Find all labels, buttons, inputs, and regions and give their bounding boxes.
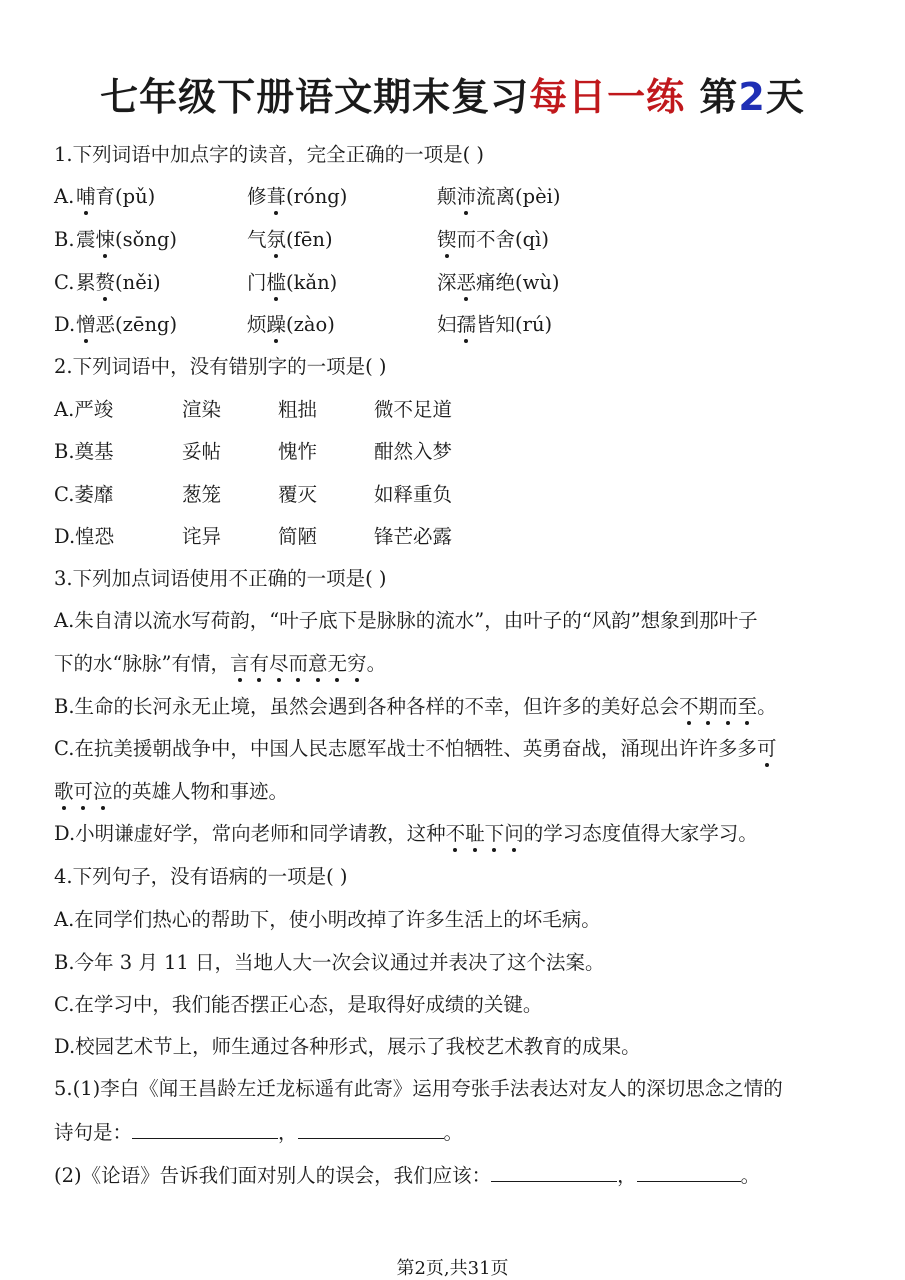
q1-b-word1-head: 震 [76, 228, 96, 251]
q1-d-word3-head: 妇 [437, 313, 457, 336]
answer-blank-2[interactable] [298, 1120, 444, 1139]
q1-d-word3-rest: 皆知(rú) [476, 313, 553, 336]
comma: ， [278, 1121, 298, 1144]
q1-c-word2-head: 门 [247, 271, 267, 294]
dotted-char: 躁 [266, 313, 287, 336]
q1-c-word3 [437, 271, 560, 295]
q1-c-word2-rest: (kǎn) [286, 271, 338, 294]
q3-b-dotted-phrase [679, 695, 757, 718]
q3-option-b [54, 695, 777, 719]
q3-a-dotted-phrase [230, 652, 367, 675]
title-day-suffix: 天 [765, 75, 805, 119]
dotted-char: 穷 [347, 652, 367, 675]
period: 。 [740, 1164, 761, 1187]
q1-c-word1-head: 累 [76, 271, 96, 294]
q3-c-dotted-phrase-end [54, 780, 113, 803]
q1-option-b [54, 228, 854, 254]
dotted-char: 槛 [266, 271, 287, 294]
q1-option-d [54, 313, 854, 339]
q2-stem: 2.下列词语中，没有错别字的一项是( ) [54, 355, 387, 378]
dotted-char: 问 [504, 822, 524, 845]
q1-a-label: A. [54, 185, 75, 208]
q1-d-word3 [437, 313, 552, 337]
dotted-char: 而 [718, 695, 738, 718]
q4-option-d: D.校园艺术节上，师生通过各种形式，展示了我校艺术教育的成果。 [54, 1035, 641, 1058]
title-highlight: 每日一练 [529, 75, 686, 119]
period: 。 [443, 1121, 464, 1144]
page-title [0, 66, 905, 121]
q1-b-word1-rest: (sǒng) [115, 228, 178, 251]
q2-c-word1: C.萎靡 [54, 483, 114, 506]
q2-a-word3: 粗拙 [278, 398, 318, 421]
title-day-prefix: 第 [685, 75, 739, 119]
q1-a-word2-head: 修 [247, 185, 267, 208]
q3-option-a-line1: A.朱自清以流水写荷韵，“叶子底下是脉脉的流水”，由叶子的“风韵”想象到那叶子 [54, 609, 758, 632]
q1-d-label: D. [54, 313, 76, 336]
dotted-char: 意 [308, 652, 328, 675]
answer-blank-1[interactable] [132, 1120, 278, 1139]
q5-part2-stem: (2)《论语》告诉我们面对别人的误会，我们应该： [54, 1164, 492, 1187]
q2-option-b [54, 440, 854, 466]
dotted-char: 期 [698, 695, 719, 718]
q3-option-a-line2 [54, 652, 386, 676]
page-number: 第2页,共31页 [396, 1258, 509, 1279]
dotted-char: 哺 [76, 185, 96, 208]
q1-d-word2-rest: (zào) [286, 313, 335, 336]
q1-b-word3 [437, 228, 549, 252]
q3-d-dotted-phrase [446, 822, 524, 845]
q1-a-word3 [437, 185, 561, 209]
dotted-char: 不 [445, 822, 466, 845]
q1-d-word1-rest: (zēng) [115, 313, 178, 336]
q5-part1-stem: 5.(1)李白《闻王昌龄左迁龙标遥有此寄》运用夸张手法表达对友人的深切思念之情的 [54, 1077, 783, 1100]
q5-answer-prefix: 诗句是： [54, 1121, 133, 1144]
dotted-char: 下 [484, 822, 505, 845]
q1-c-word1 [76, 271, 161, 295]
dotted-char: 恶 [456, 271, 477, 294]
q1-c-word3-rest: 痛绝(wù) [476, 271, 560, 294]
q5-part2-line [54, 1163, 760, 1188]
q1-a-word1-rest: 育(pǔ) [95, 185, 156, 208]
dotted-char: 锲 [437, 228, 457, 251]
q1-option-a [54, 185, 854, 211]
dotted-char: 无 [327, 652, 348, 675]
dotted-char: 憎 [76, 313, 96, 336]
q5-part1-answer-line [54, 1120, 463, 1145]
q2-b-word4: 酣然入梦 [374, 440, 453, 463]
q1-b-word3-rest: 而不舍(qì) [456, 228, 549, 251]
q1-d-word1-mid: 恶 [95, 313, 116, 336]
q3-option-c-line1 [54, 737, 776, 761]
dotted-char: 尽 [268, 652, 289, 675]
dotted-char: 可 [756, 737, 777, 760]
q1-option-c [54, 271, 854, 297]
dotted-char: 至 [737, 695, 758, 718]
q3-c-text: C.在抗美援朝战争中，中国人民志愿军战士不怕牺牲、英勇奋战，涌现出许许多多 [54, 737, 757, 760]
title-main: 七年级下册语文期末复习 [100, 75, 530, 119]
q2-c-word2: 葱笼 [182, 483, 222, 506]
dotted-char: 不 [679, 695, 699, 718]
dotted-char: 赘 [95, 271, 116, 294]
comma: ， [617, 1164, 637, 1187]
q3-stem: 3.下列加点词语使用不正确的一项是( ) [54, 567, 387, 590]
q3-a-end: 。 [366, 652, 387, 675]
q1-a-word3-head: 颠 [437, 185, 457, 208]
q1-b-label: B. [54, 228, 75, 251]
dotted-char: 而 [288, 652, 309, 675]
q4-option-b: B.今年 3 月 11 日，当地人大一次会议通过并表决了这个法案。 [54, 951, 605, 974]
dotted-char: 泣 [93, 780, 113, 803]
title-day-number: 2 [738, 75, 766, 119]
q1-c-word1-rest: (něi) [115, 271, 161, 294]
q1-c-word2 [247, 271, 337, 295]
q3-c-text-end: 的英雄人物和事迹。 [112, 780, 289, 803]
answer-blank-4[interactable] [637, 1163, 741, 1182]
q2-option-d [54, 525, 854, 551]
q2-d-word4: 锋芒必露 [374, 525, 453, 548]
q1-a-word2-rest: (róng) [286, 185, 348, 208]
q1-stem: 1.下列词语中加点字的读音，完全正确的一项是( ) [54, 143, 485, 166]
q2-c-word3: 覆灭 [278, 483, 318, 506]
q2-b-word1: B.奠基 [54, 440, 114, 463]
dotted-char: 沛 [456, 185, 477, 208]
q4-stem: 4.下列句子，没有语病的一项是( ) [54, 865, 348, 888]
q3-c-dotted-phrase-start [757, 737, 777, 760]
q1-d-word2-head: 烦 [247, 313, 267, 336]
q2-option-a [54, 398, 854, 424]
dotted-char: 可 [73, 780, 94, 803]
q1-a-word2 [247, 185, 347, 209]
dotted-char: 歌 [54, 780, 74, 803]
dotted-char: 孺 [456, 313, 477, 336]
q3-b-end: 。 [757, 695, 777, 718]
dotted-char: 悚 [95, 228, 116, 251]
q1-a-word3-rest: 流离(pèi) [476, 185, 561, 208]
q1-c-word3-head: 深 [437, 271, 457, 294]
q3-a-text: 下的水“脉脉”有情， [54, 652, 230, 675]
q2-a-word2: 渲染 [182, 398, 222, 421]
q1-c-label: C. [54, 271, 75, 294]
q2-c-word4: 如释重负 [374, 483, 453, 506]
q1-d-word2 [247, 313, 335, 337]
q3-d-text: D.小明谦虚好学，常向老师和同学请教，这种 [54, 822, 446, 845]
q2-d-word1: D.惶恐 [54, 525, 115, 548]
dotted-char: 葺 [266, 185, 287, 208]
q3-d-end: 的学习态度值得大家学习。 [523, 822, 758, 845]
q2-d-word2: 诧异 [182, 525, 222, 548]
q1-d-word1 [76, 313, 177, 337]
dotted-char: 有 [249, 652, 269, 675]
q1-b-word2-head: 气 [247, 228, 267, 251]
dotted-char: 言 [229, 652, 250, 675]
q4-option-c: C.在学习中，我们能否摆正心态，是取得好成绩的关键。 [54, 993, 543, 1016]
q3-option-c-line2 [54, 780, 288, 804]
answer-blank-3[interactable] [491, 1163, 617, 1182]
q4-option-a: A.在同学们热心的帮助下，使小明改掉了许多生活上的坏毛病。 [54, 908, 601, 931]
q1-b-word2 [247, 228, 333, 252]
q2-a-word1: A.严竣 [54, 398, 114, 421]
q2-option-c [54, 483, 854, 509]
dotted-char: 氛 [266, 228, 287, 251]
q2-b-word2: 妥帖 [182, 440, 222, 463]
q2-a-word4: 微不足道 [374, 398, 453, 421]
q1-b-word2-rest: (fēn) [286, 228, 333, 251]
q2-d-word3: 简陋 [278, 525, 318, 548]
q3-b-text: B.生命的长河永无止境，虽然会遇到各种各样的不幸，但许多的美好总会 [54, 695, 680, 718]
dotted-char: 耻 [465, 822, 485, 845]
q2-b-word3: 愧怍 [278, 440, 318, 463]
q1-a-word1 [76, 185, 155, 209]
q1-b-word1 [76, 228, 177, 252]
q3-option-d [54, 822, 758, 846]
